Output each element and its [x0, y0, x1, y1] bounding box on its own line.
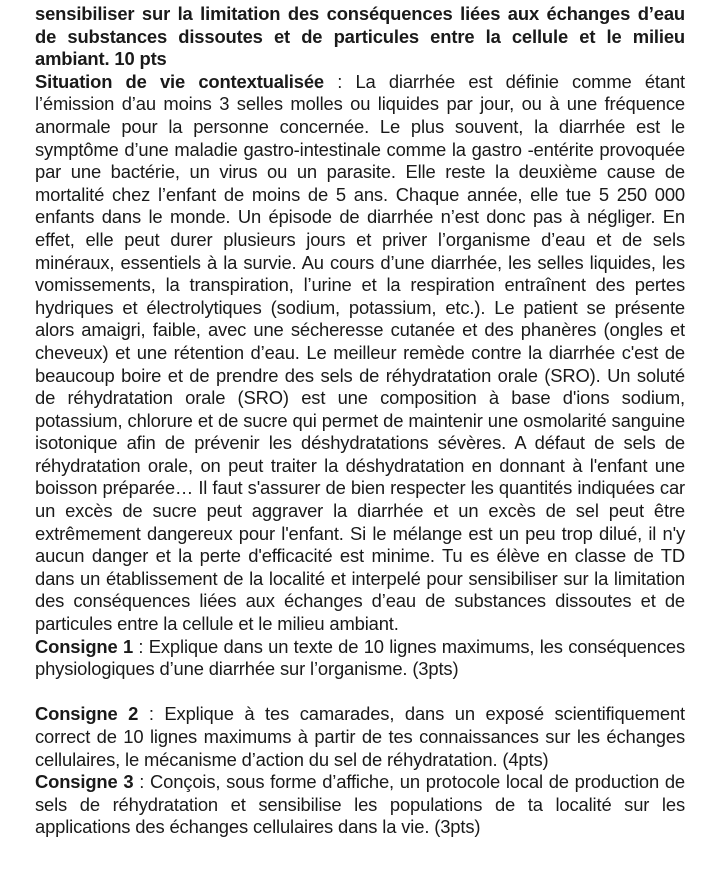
consigne-2-label: Consigne 2 [35, 703, 139, 725]
situation-text: La diarrhée est définie comme étant l’émission d’au moins 3 selles molles ou liquides par jour, ou à une fréquence anormale pour la personne concernée. Le plus souvent, la diarrhée est le symptôme d’une maladie gastro-intestinale comme la gastro -entérite provoquée par une bactérie, un virus ou un parasite. Elle reste la deuxième cause de mortalité chez l’enfant de moins de 5 ans. Chaque année, elle tue 5 250 000 enfants dans le monde. Un épisode de diarrhée n’est donc pas à négliger. En effet, elle peut durer plusieurs jours et priver l’organisme d’eau et de sels minéraux, essentiels à la survie. Au cours d’une diarrhée, les selles liquides, les vomissements, la transpiration, l’urine et la respiration entraînent des pertes hydriques et électrolytiques (sodium, potassium, etc.). Le patient se présente alors amaigri, faible, avec une sécheresse cutanée et des phanères (ongles et cheveux) et une rétention d’eau. Le meilleur remède contre la diarrhée c'est de beaucoup boire et de prendre des sels de réhydratation orale (SRO). Un soluté de réhydratation orale (SRO) est une composition à base d'ions sodium, potassium, chlorure et de sucre qui permet de maintenir une osmolarité sanguine isotonique afin de prévenir les déshydratations sévères. A défaut de sels de réhydratation orale, on peut traiter la déshydratation en donnant à l'enfant une boisson préparée… Il faut s'assurer de bien respecter les quantités indiquées car un excès de sucre peut aggraver la diarrhée et un excès de sel peut être extrêmement dangereux pour l'enfant. Si le mélange est un peu trop dilué, il n'y aucun danger et la perte d'efficacité est minime. Tu es élève en classe de TD dans un établissement de la localité et interpelé pour sensibiliser sur la limitation des conséquences liées aux échanges d’eau de substances dissoutes et de particules entre la cellule et le milieu ambiant. [35, 70, 685, 635]
blank-line [35, 681, 685, 704]
consigne-3-separator: : [133, 771, 150, 793]
consigne-2-separator: : [138, 703, 165, 725]
heading-tail: sensibiliser sur la limitation des conséquences liées aux échanges d’eau de substances dissoutes et de particules entre la cellule et le milieu ambiant. 10 pts [35, 3, 685, 70]
consigne-1 [35, 636, 685, 681]
consigne-1-separator: : [133, 635, 149, 657]
consigne-2-text: Explique à tes camarades, dans un exposé scientifiquement correct de 10 lignes maximums à partir de tes connaissances sur les échanges cellulaires, le mécanisme d’action du sel de réhydratation. (4pts) [35, 703, 685, 770]
consigne-3-label: Consigne 3 [35, 771, 134, 793]
consigne-1-label: Consigne 1 [35, 635, 134, 657]
consigne-1-text: Explique dans un texte de 10 lignes maximums, les conséquences physiologiques d’une diarrhée sur l’organisme. (3pts) [35, 635, 686, 680]
situation-label: Situation de vie contextualisée [35, 70, 324, 92]
consigne-3 [35, 771, 685, 839]
situation-paragraph [35, 71, 685, 636]
consigne-2 [35, 703, 685, 771]
document-page [35, 3, 685, 839]
consigne-3-text: Conçois, sous forme d’affiche, un protocole local de production de sels de réhydratation et sensibilise les populations de ta localité sur les applications des échanges cellulaires dans la vie. (3pts) [35, 771, 685, 838]
situation-separator: : [323, 70, 356, 92]
